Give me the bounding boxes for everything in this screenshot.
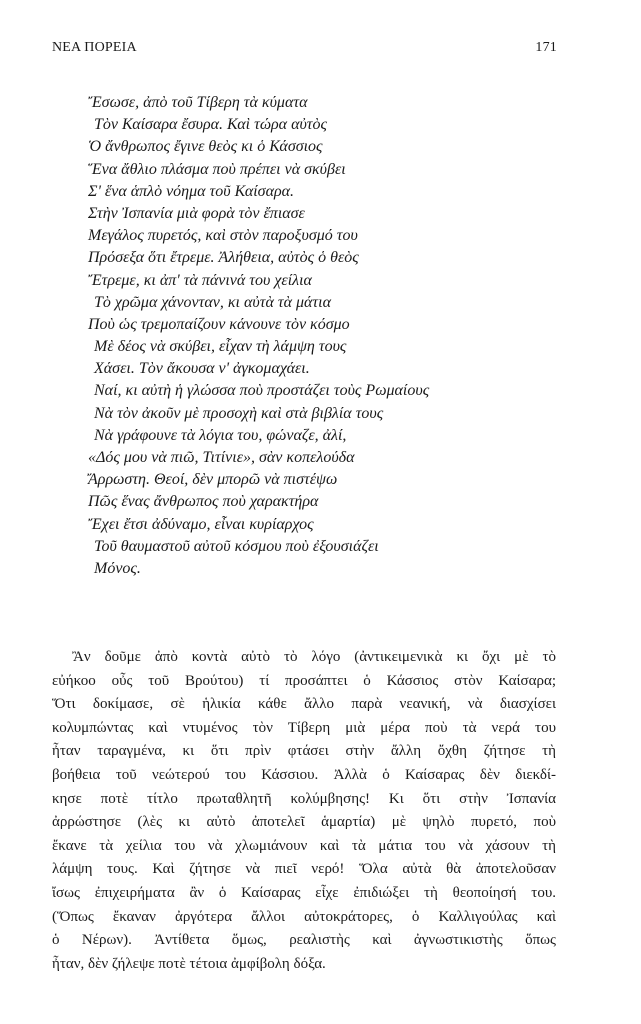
poem-line: Μόνος.: [94, 559, 141, 577]
running-head: [52, 40, 557, 60]
poem-line: Ἔχει ἔτσι ἀδύναμο, εἶναι κυρίαρχος: [88, 515, 314, 533]
prose-line: λάμψη τους. Καὶ ζήτησε νὰ πιεῖ νερό! Ὅλα αὐτὰ θὰ ἀποτελοῦσαν: [52, 861, 556, 878]
poem-line: Ὁ ἄνθρωπος ἔγινε θεὸς κι ὁ Κάσσιος: [88, 138, 323, 156]
poem-line: Τοῦ θαυμαστοῦ αὐτοῦ κόσμου ποὺ ἐξουσιάζει: [94, 537, 379, 555]
prose-line: κησε ποτὲ τίτλο πρωταθλητῆ κολύμβησης! Κι ὅτι στὴν Ἰσπανία: [52, 790, 556, 807]
poem-line: Νὰ τὸν ἀκοῦν μὲ προσοχὴ καὶ στὰ βιβλία τους: [94, 404, 384, 422]
prose-line: εὐήκοο οὖς τοῦ Βρούτου) τί προσάπτει ὁ Κάσσιος στὸν Καίσαρα;: [52, 672, 556, 689]
prose-line: ἔκανε τὰ χείλια του νὰ χλωμιάνουν καὶ τὰ μάτια του νὰ χάσουν τὴ: [52, 837, 556, 854]
poem-line: «Δός μου νὰ πιῶ, Τιτίνιε», σὰν κοπελούδα: [88, 449, 355, 466]
prose-line: βοήθεια τοῦ νεώτερού του Κάσσιου. Ἀλλὰ ὁ Καίσαρας δὲν διεκδί-: [52, 766, 556, 783]
poem-line: Ἔτρεμε, κι ἀπ' τὰ πάνινά του χείλια: [88, 271, 312, 289]
page-number: 171: [535, 40, 557, 55]
prose-line: (Ὅπως ἔκαναν ἀργότερα ἄλλοι αὐτοκράτορες, ὁ Καλλιγούλας καὶ: [52, 908, 556, 925]
poem-line: Ἔσωσε, ἀπὸ τοῦ Τίβερη τὰ κύματα: [88, 94, 308, 111]
running-title: ΝΕΑ ΠΟΡΕΙΑ: [52, 40, 137, 55]
prose-line: ἀρρώστησε (λὲς κι αὐτὸ ἀποτελεῖ ἁμαρτία) μὲ ψηλὸ πυρετό, ποὺ: [52, 814, 556, 831]
poem-line: Τὸν Καίσαρα ἔσυρα. Καὶ τώρα αὐτὸς: [94, 116, 328, 134]
poem-quotation: [88, 92, 588, 580]
poem-line: Τὸ χρῶμα χάνονταν, κι αὐτὰ τὰ μάτια: [94, 293, 331, 311]
poem-line: Πῶς ἕνας ἄνθρωπος ποὺ χαρακτήρα: [88, 493, 319, 511]
prose-line: Ὅτι δοκίμασε, σὲ ἡλικία κάθε ἄλλο παρὰ νεανική, νὰ διασχίσει: [52, 696, 556, 713]
prose-line: κολυμπώντας καὶ ντυμένος τὸν Τίβερη μιὰ μέρα ποὺ τὰ νερά του: [52, 719, 556, 736]
poem-line: Χάσει. Τὸν ἄκουσα ν' ἀγκομαχάει.: [94, 360, 310, 378]
poem-line: Πρόσεξα ὅτι ἔτρεμε. Ἀλήθεια, αὐτὸς ὁ θεὸς: [88, 249, 359, 267]
poem-line: Ποὺ ὡς τρεμοπαίζουν κάνουνε τὸν κόσμο: [88, 315, 350, 333]
poem-line: Στὴν Ἰσπανία μιὰ φορὰ τὸν ἔπιασε: [88, 204, 305, 222]
poem-line: Μὲ δέος νὰ σκύβει, εἶχαν τὴ λάμψη τους: [94, 338, 347, 356]
poem-line: Ἄρρωστη. Θεοί, δὲν μπορῶ νὰ πιστέψω: [88, 471, 338, 489]
prose-line: Ἂν δοῦμε ἀπὸ κοντὰ αὐτὸ τὸ λόγο (ἀντικειμενικὰ κι ὄχι μὲ τὸ: [72, 649, 556, 665]
prose-line: ἦταν ταραγμένα, κι ὅτι πρὶν φτάσει στὴν ἄλλη ὄχθη ζήτησε τὴ: [52, 743, 556, 760]
poem-line: Ἕνα ἄθλιο πλάσμα ποὺ πρέπει νὰ σκύβει: [88, 160, 346, 178]
prose-line: ἴσως ἐπιχειρήματα ἂν ὁ Καίσαρας εἶχε ἐπιδιώξει τὴ θεοποίησή του.: [52, 884, 556, 901]
prose-line: ὁ Νέρων). Ἀντίθετα ὅμως, ρεαλιστὴς καὶ ἀγνωστικιστὴς ὅπως: [52, 932, 556, 949]
poem-line: Σ' ἕνα ἁπλὸ νόημα τοῦ Καίσαρα.: [88, 182, 295, 200]
poem-line: Ναί, κι αὐτὴ ἡ γλώσσα ποὺ προστάζει τοὺς Ρωμαίους: [94, 382, 430, 400]
commentary-paragraph: [52, 646, 556, 976]
poem-line: Νὰ γράφουνε τὰ λόγια του, φώναζε, ἀλί,: [94, 426, 347, 444]
poem-line: Μεγάλος πυρετός, καὶ στὸν παροξυσμό του: [88, 227, 358, 245]
prose-line: ἦταν, δὲν ζήλεψε ποτὲ τέτοια ἀμφίβολη δόξα.: [52, 955, 326, 972]
